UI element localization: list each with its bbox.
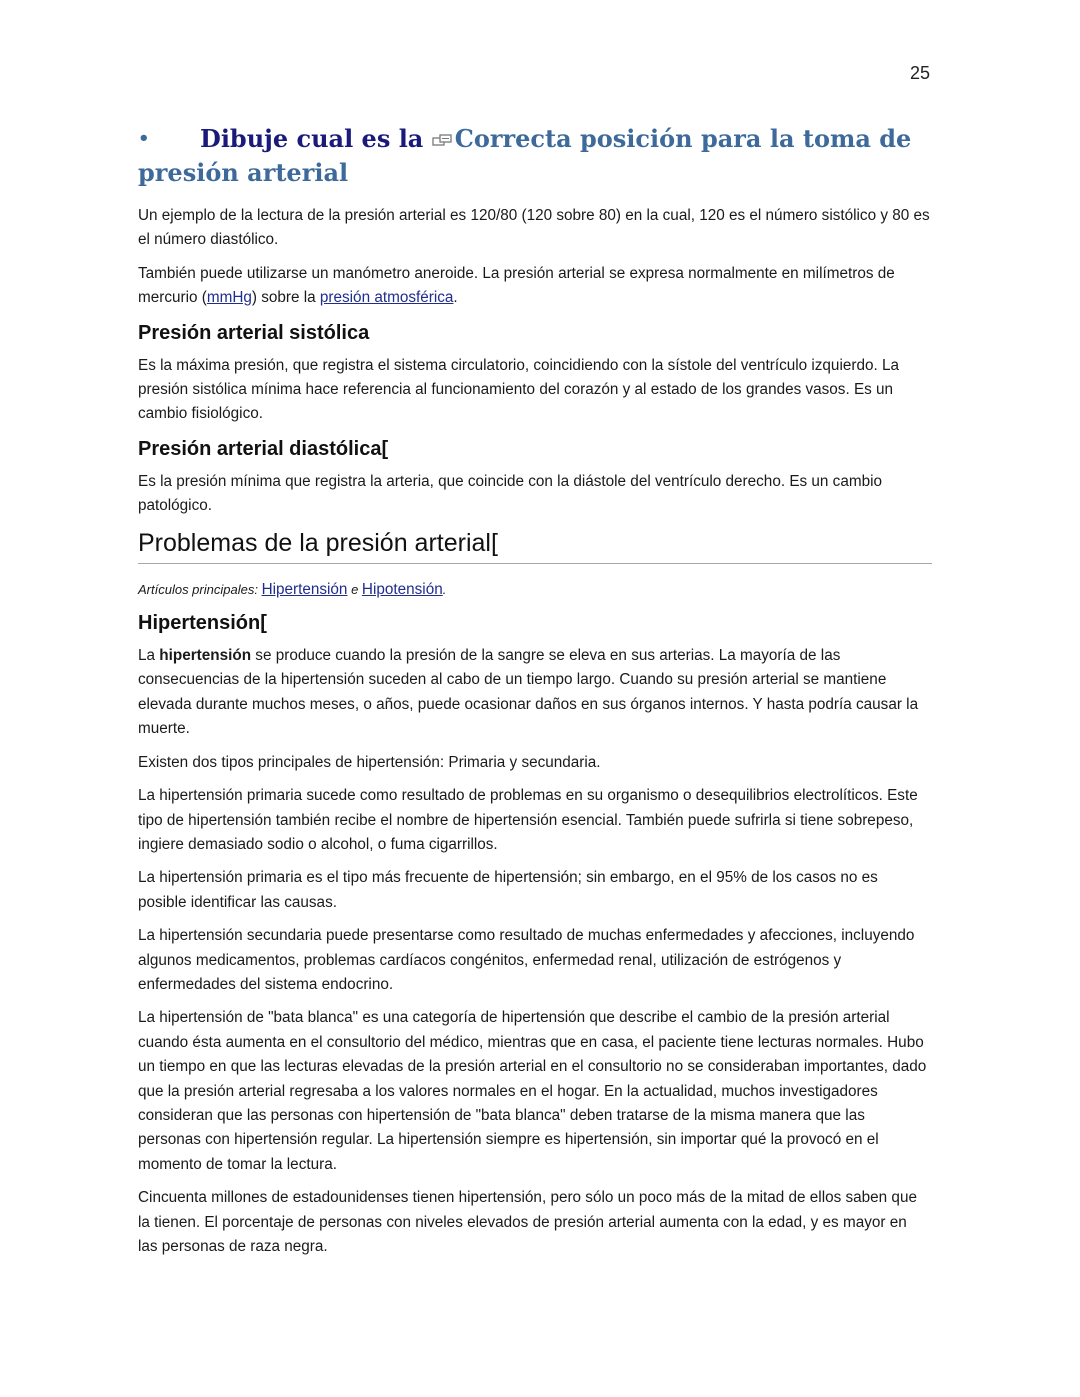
diastolic-paragraph: Es la presión mínima que registra la arteria, que coincide con la diástole del ventrículo derecho. Es un cambio patológico. [138,472,882,515]
main-articles-note [138,578,930,602]
title-part-dark: Dibuje cual es la [200,124,432,153]
title-part-link[interactable]: Correcta posición para la toma de presión arterial [138,124,912,187]
atmospheric-pressure-link[interactable]: presión atmosférica [319,289,454,307]
hypertension-paragraph-3: La hipertensión primaria sucede como resultado de problemas en su organismo o desequilibrios electrolíticos. Este tipo de hipertensión también recibe el nombre de hipertensión esencial. También puede sufrirla si tiene sobrepeso, ingiere demasiado sodio o alcohol, o fuma cigarrillos. [138,787,918,853]
hypertension-link[interactable]: Hipertensión [261,580,348,598]
intro-p2-text-b: ) sobre la [251,289,320,307]
mmhg-link[interactable]: mmHg [206,289,252,307]
page-number: 25 [909,63,930,83]
hypertension-paragraph-5: La hipertensión secundaria puede presentarse como resultado de muchas enfermedades y afecciones, incluyendo algunos medicamentos, problemas cardíacos congénitos, enfermedad renal, utilización de estrógenos y enfermedades del sistema endocrino. [138,927,915,993]
hypertension-paragraph-4: La hipertensión primaria es el tipo más frecuente de hipertensión; sin embargo, en el 95% de los casos no es posible identificar las causas. [138,869,878,911]
intro-paragraph-2 [138,262,930,311]
hypertension-paragraph-7: Cincuenta millones de estadounidenses tienen hipertensión, pero sólo un poco más de la mitad de ellos saben que la tienen. El porcentaje de personas con niveles elevados de presión arterial aumenta con la edad, y es mayor en las personas de raza negra. [138,1189,917,1255]
hypertension-paragraph-1 [138,644,930,742]
hypertension-paragraph-6: La hipertensión de "bata blanca" es una categoría de hipertensión que describe el cambio de la presión arterial cuando ésta aumenta en el consultorio del médico, mientras que en casa, el paciente tiene lecturas normales. Hubo un tiempo en que las lecturas elevadas de la presión arterial en el consultorio no se consideraban importantes, dado que la presión arterial regresaba a los valores normales en el hogar. En la actualidad, muchos investigadores consideran que las personas con hipertensión de "bata blanca" deben tratarse de la misma manera que las personas con hipertensión regular. La hipertensión siempre es hipertensión, sin importar qué la provocó en el momento de tomar la lectura. [138,1009,927,1173]
hypertension-heading: Hipertensión[ [138,612,267,635]
systolic-heading: Presión arterial sistólica [138,321,370,344]
page-title [138,122,930,190]
hypotension-link[interactable]: Hipotensión [361,580,443,598]
problems-heading: Problemas de la presión arterial[ [138,528,932,564]
diastolic-heading: Presión arterial diastólica[ [138,437,389,460]
document-body [138,122,930,1268]
hyperlink-icon[interactable] [432,124,454,140]
intro-paragraph-1: Un ejemplo de la lectura de la presión arterial es 120/80 (120 sobre 80) en la cual, 120 es el número sistólico y 80 es el número diastólico. [138,207,930,249]
hyp-p1-bold: hipertensión [159,647,252,665]
systolic-paragraph: Es la máxima presión, que registra el sistema circulatorio, coincidiendo con la sístole del ventrículo izquierdo. La presión sistólica mínima hace referencia al funcionamiento del corazón y al estado de los grandes vasos. Es un cambio fisiológico. [138,356,899,423]
note-prefix: Artículos principales: [138,581,262,597]
note-and: e [347,581,362,597]
hyp-p1-start: La [138,647,160,665]
note-end: . [442,581,447,597]
intro-p2-text-c: . [453,289,458,307]
bullet: • [138,128,150,149]
hypertension-paragraph-2: Existen dos tipos principales de hipertensión: Primaria y secundaria. [138,753,601,771]
intro-p2-text-a: También puede utilizarse un manómetro aneroide. La presión arterial se expresa normalmente en milímetros de mercurio ( [138,264,895,307]
hyp-p1-rest: se produce cuando la presión de la sangre se eleva en sus arterias. La mayoría de las consecuencias de la hipertensión suceden al cabo de un tiempo largo. Cuando su presión arterial se mantiene elevada durante muchos meses, o años, puede ocasionar daños en sus órganos internos. Y hasta podría causar la muerte. [138,647,919,738]
